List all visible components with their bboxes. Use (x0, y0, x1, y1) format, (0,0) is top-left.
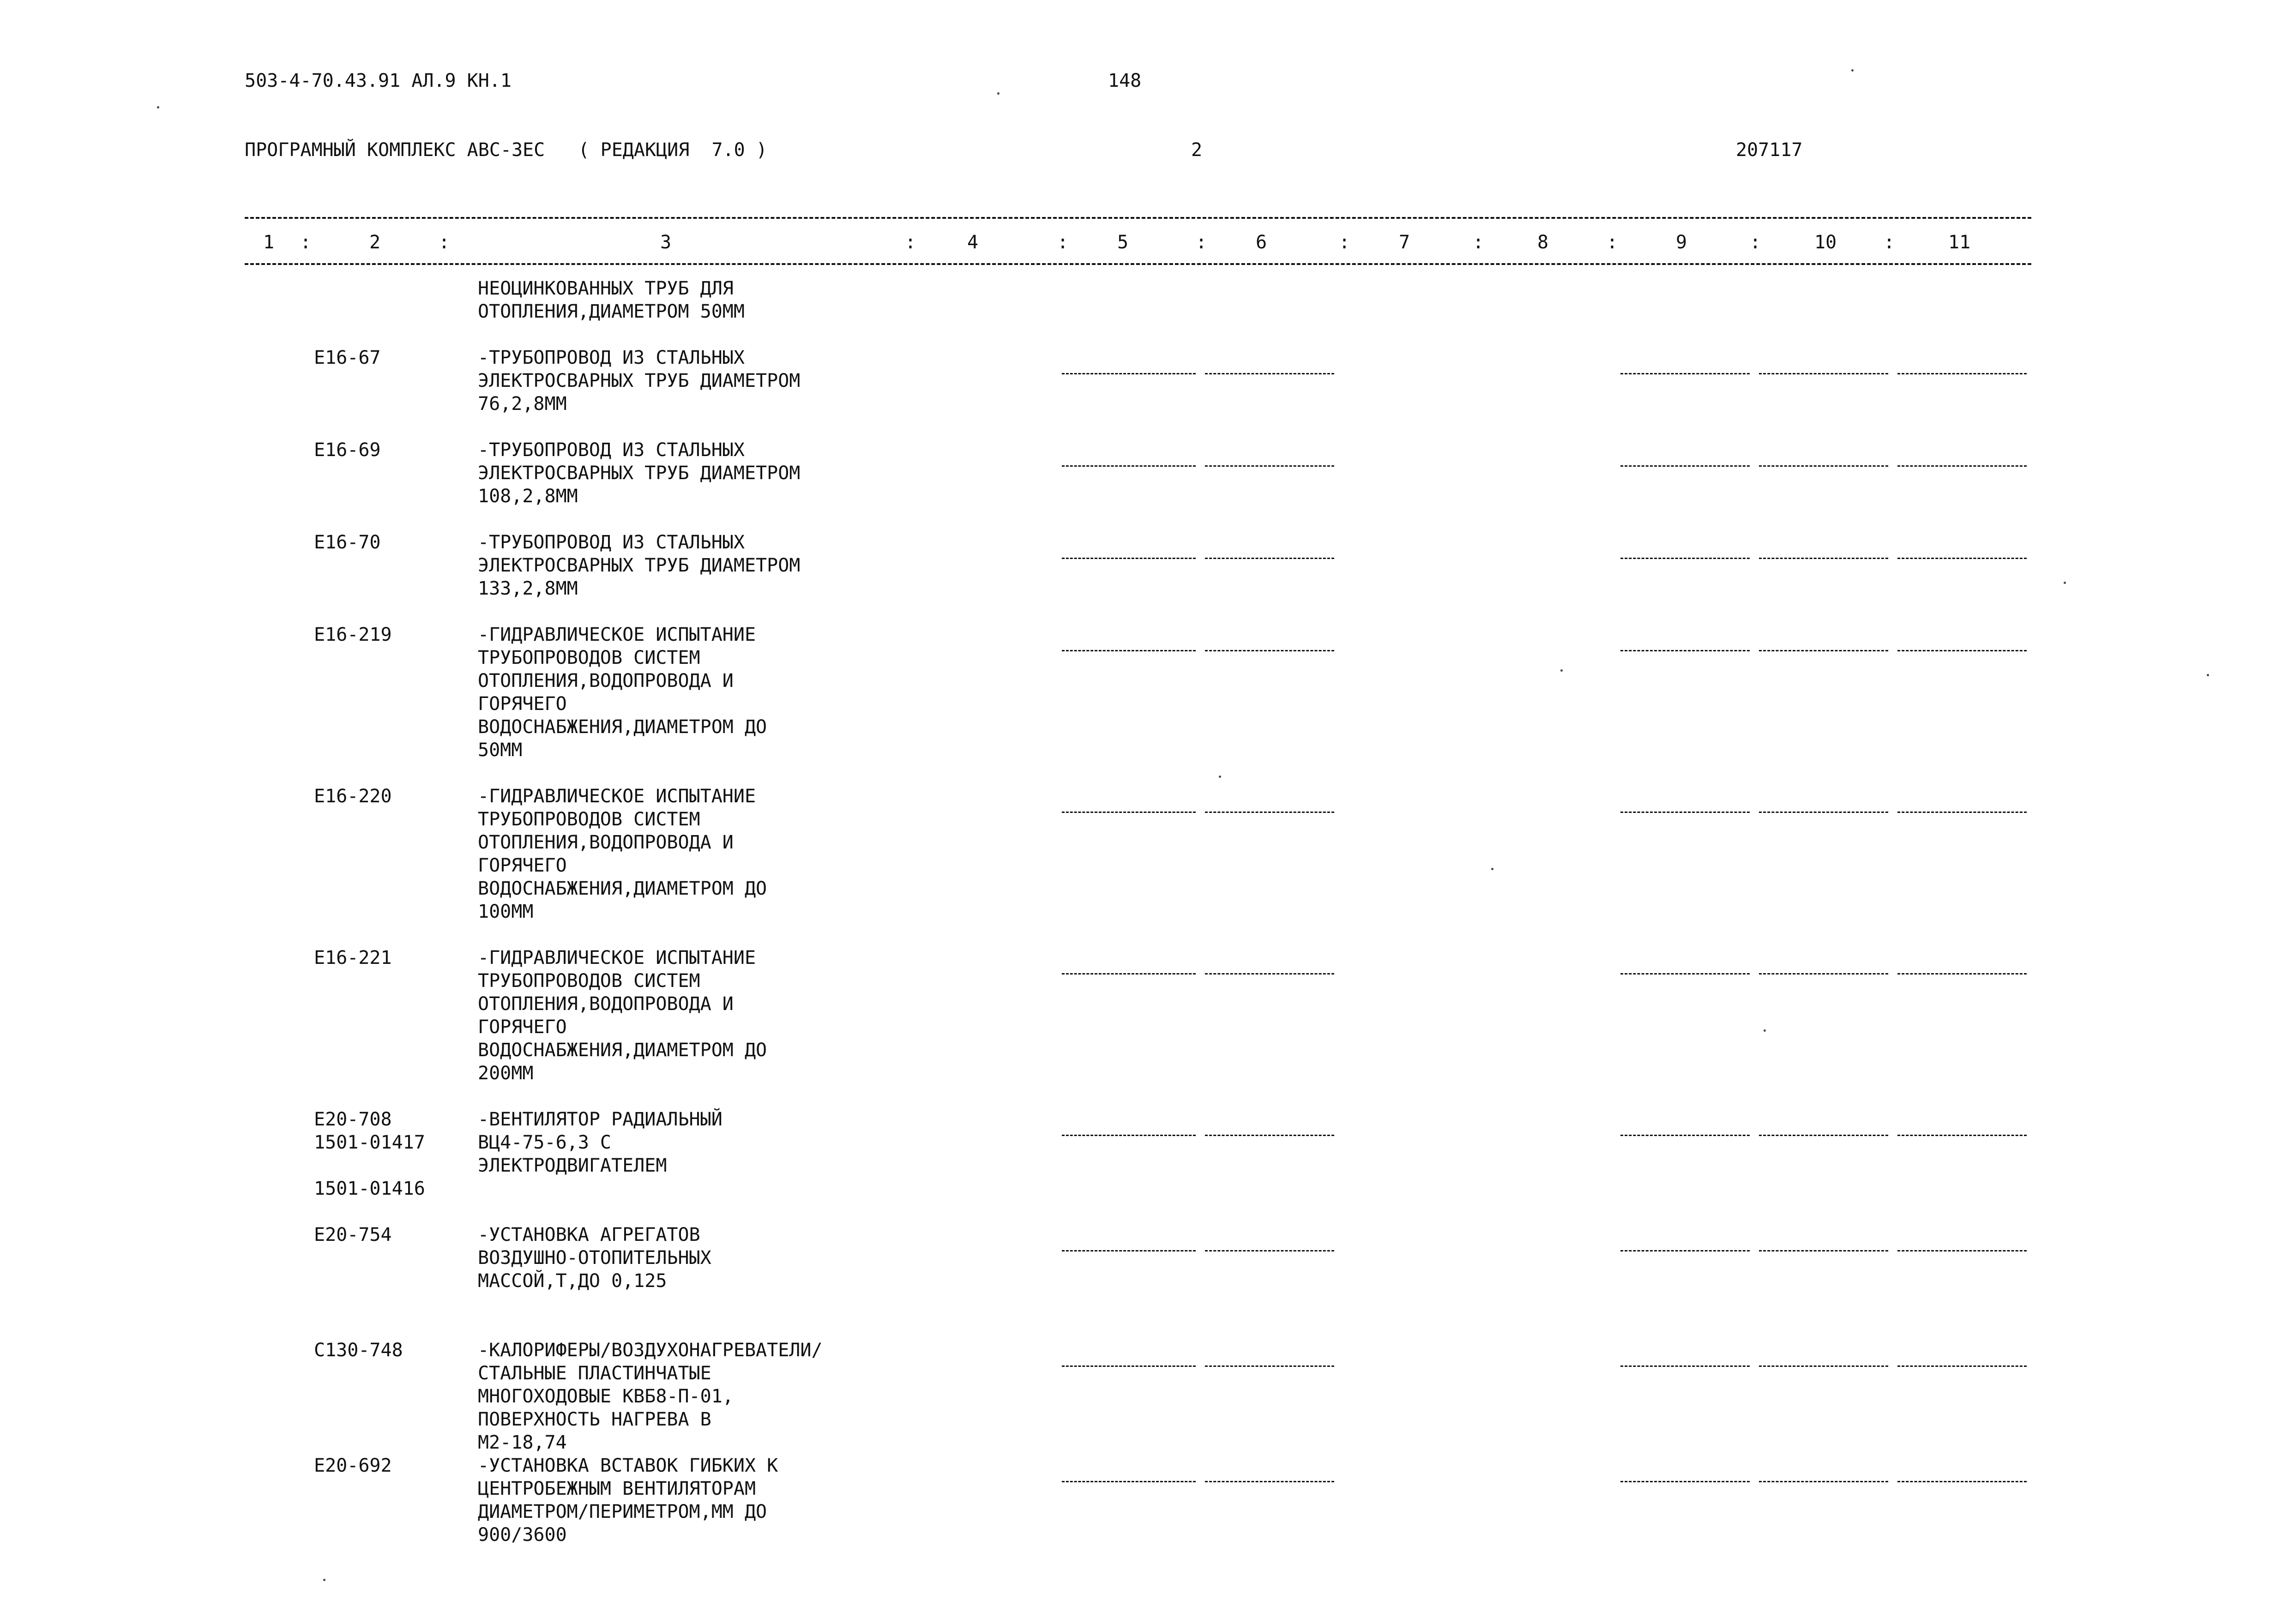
scan-speck (1219, 776, 1221, 778)
work-description-line: ГОРЯЧЕГО (478, 1017, 567, 1038)
rate-code: Е16-67 (314, 347, 381, 368)
cell-divider-rule (1620, 1481, 1750, 1482)
work-description-line: ОТОПЛЕНИЯ,ВОДОПРОВОДА И (478, 993, 734, 1015)
work-description-line: ГОРЯЧЕГО (478, 855, 567, 876)
column-separator: : (1884, 232, 1895, 253)
table-top-rule (245, 217, 2031, 219)
cell-divider-rule (1897, 1135, 2027, 1136)
column-separator: : (300, 232, 312, 253)
work-description-line: -ТРУБОПРОВОД ИЗ СТАЛЬНЫХ (478, 532, 745, 553)
cell-divider-rule (1897, 973, 2027, 974)
work-description-line: -ГИДРАВЛИЧЕСКОЕ ИСПЫТАНИЕ (478, 947, 756, 968)
work-description-line: 900/3600 (478, 1524, 567, 1546)
cell-divider-rule (1062, 812, 1196, 813)
cell-divider-rule (1205, 1250, 1334, 1251)
scan-speck (997, 92, 1000, 95)
cell-divider-rule (1759, 973, 1888, 974)
scan-speck (1764, 1029, 1766, 1032)
page-number: 148 (1108, 70, 1142, 91)
work-description-line: ОТОПЛЕНИЯ,ДИАМЕТРОМ 50ММ (478, 301, 745, 322)
column-separator: : (1196, 232, 1207, 253)
work-description-line: -КАЛОРИФЕРЫ/ВОЗДУХОНАГРЕВАТЕЛИ/ (478, 1340, 823, 1361)
cell-divider-rule (1759, 650, 1888, 651)
cell-divider-rule (1897, 1365, 2027, 1367)
cell-divider-rule (1062, 1250, 1196, 1251)
cell-divider-rule (1897, 1481, 2027, 1482)
cell-divider-rule (1062, 650, 1196, 651)
work-description-line: ЭЛЕКТРОДВИГАТЕЛЕМ (478, 1155, 667, 1176)
scan-speck (2207, 674, 2209, 676)
cell-divider-rule (1062, 373, 1196, 374)
column-separator: : (1607, 232, 1618, 253)
work-description-line: -ГИДРАВЛИЧЕСКОЕ ИСПЫТАНИЕ (478, 786, 756, 807)
rate-code: Е16-220 (314, 786, 392, 807)
column-separator: : (1057, 232, 1069, 253)
work-description-line: ВОЗДУШНО-ОТОПИТЕЛЬНЫХ (478, 1247, 711, 1269)
work-description-line: СТАЛЬНЫЕ ПЛАСТИНЧАТЫЕ (478, 1363, 711, 1384)
cell-divider-rule (1205, 812, 1334, 813)
cell-divider-rule (1759, 1135, 1888, 1136)
rate-code: Е20-692 (314, 1455, 392, 1476)
cell-divider-rule (1205, 558, 1334, 559)
cell-divider-rule (1062, 1365, 1196, 1367)
work-description-line: ЭЛЕКТРОСВАРНЫХ ТРУБ ДИАМЕТРОМ (478, 370, 801, 391)
column-separator: : (905, 232, 916, 253)
column-header-2: 2 (369, 232, 381, 253)
cell-divider-rule (1759, 812, 1888, 813)
work-description-line: ВОДОСНАБЖЕНИЯ,ДИАМЕТРОМ ДО (478, 1040, 767, 1061)
cell-divider-rule (1062, 1481, 1196, 1482)
rate-code: С130-748 (314, 1340, 403, 1361)
work-description-line: ОТОПЛЕНИЯ,ВОДОПРОВОДА И (478, 832, 734, 853)
scan-speck (1851, 69, 1854, 72)
scan-speck (1560, 669, 1563, 672)
work-description-line: ТРУБОПРОВОДОВ СИСТЕМ (478, 809, 700, 830)
cell-divider-rule (1205, 1135, 1334, 1136)
cell-divider-rule (1205, 973, 1334, 974)
cell-divider-rule (1759, 373, 1888, 374)
work-description-line: ВОДОСНАБЖЕНИЯ,ДИАМЕТРОМ ДО (478, 716, 767, 738)
work-description-line: МАССОЙ,Т,ДО 0,125 (478, 1270, 667, 1292)
work-description-line: ЭЛЕКТРОСВАРНЫХ ТРУБ ДИАМЕТРОМ (478, 463, 801, 484)
resource-code: 1501-01416 (314, 1178, 425, 1199)
work-description-line: -УСТАНОВКА АГРЕГАТОВ (478, 1224, 700, 1245)
document-code: 503-4-70.43.91 АЛ.9 КН.1 (245, 70, 512, 91)
column-separator: : (1473, 232, 1484, 253)
cell-divider-rule (1897, 465, 2027, 467)
cell-divider-rule (1062, 558, 1196, 559)
work-description-line: 76,2,8ММ (478, 393, 567, 415)
column-header-5: 5 (1117, 232, 1129, 253)
cell-divider-rule (1205, 1365, 1334, 1367)
rate-code: Е20-754 (314, 1224, 392, 1245)
cell-divider-rule (1620, 558, 1750, 559)
rate-code: Е20-708 (314, 1109, 392, 1130)
work-description-line: 100ММ (478, 901, 534, 922)
sheet-number: 2 (1191, 139, 1203, 161)
cell-divider-rule (1620, 465, 1750, 467)
work-description-line: ТРУБОПРОВОДОВ СИСТЕМ (478, 647, 700, 668)
column-header-9: 9 (1676, 232, 1687, 253)
cell-divider-rule (1620, 1250, 1750, 1251)
work-description-line: -УСТАНОВКА ВСТАВОК ГИБКИХ К (478, 1455, 778, 1476)
work-description-line: МНОГОХОДОВЫЕ КВБ8-П-01, (478, 1386, 734, 1407)
cell-divider-rule (1205, 465, 1334, 467)
column-separator: : (1750, 232, 1761, 253)
cell-divider-rule (1897, 558, 2027, 559)
column-header-3: 3 (660, 232, 672, 253)
work-description-line: -ВЕНТИЛЯТОР РАДИАЛЬНЫЙ (478, 1109, 723, 1130)
work-description-line: ВОДОСНАБЖЕНИЯ,ДИАМЕТРОМ ДО (478, 878, 767, 899)
scan-speck (1491, 868, 1493, 870)
cell-divider-rule (1897, 812, 2027, 813)
cell-divider-rule (1062, 465, 1196, 467)
cell-divider-rule (1759, 1250, 1888, 1251)
column-header-8: 8 (1537, 232, 1549, 253)
column-separator: : (439, 232, 450, 253)
resource-code: 1501-01417 (314, 1132, 425, 1153)
cell-divider-rule (1897, 373, 2027, 374)
cell-divider-rule (1759, 558, 1888, 559)
cell-divider-rule (1205, 373, 1334, 374)
cell-divider-rule (1620, 650, 1750, 651)
rate-code: Е16-70 (314, 532, 381, 553)
rate-code: Е16-69 (314, 439, 381, 461)
cell-divider-rule (1620, 812, 1750, 813)
column-header-10: 10 (1814, 232, 1837, 253)
rate-code: Е16-221 (314, 947, 392, 968)
cell-divider-rule (1062, 973, 1196, 974)
program-code: 207117 (1736, 139, 1803, 161)
scan-speck (157, 106, 159, 108)
cell-divider-rule (1620, 1135, 1750, 1136)
column-header-1: 1 (263, 232, 275, 253)
work-description-line: М2-18,74 (478, 1432, 567, 1453)
column-header-7: 7 (1399, 232, 1410, 253)
cell-divider-rule (1759, 1365, 1888, 1367)
work-description-line: -ГИДРАВЛИЧЕСКОЕ ИСПЫТАНИЕ (478, 624, 756, 645)
rate-code: Е16-219 (314, 624, 392, 645)
cell-divider-rule (1897, 650, 2027, 651)
column-header-4: 4 (967, 232, 979, 253)
work-description-line: -ТРУБОПРОВОД ИЗ СТАЛЬНЫХ (478, 439, 745, 461)
work-description-line: 108,2,8ММ (478, 486, 578, 507)
work-description-line: 133,2,8ММ (478, 578, 578, 599)
cell-divider-rule (1205, 650, 1334, 651)
work-description-line: ПОВЕРХНОСТЬ НАГРЕВА В (478, 1409, 711, 1430)
work-description-line: ВЦ4-75-6,3 С (478, 1132, 611, 1153)
cell-divider-rule (1620, 1365, 1750, 1367)
table-header-rule (245, 263, 2031, 265)
cell-divider-rule (1620, 973, 1750, 974)
program-title: ПРОГРАМНЫЙ КОМПЛЕКС АВС-3ЕС ( РЕДАКЦИЯ 7.0 ) (245, 139, 767, 161)
cell-divider-rule (1759, 1481, 1888, 1482)
cell-divider-rule (1759, 465, 1888, 467)
work-description-line: ДИАМЕТРОМ/ПЕРИМЕТРОМ,ММ ДО (478, 1501, 767, 1522)
cell-divider-rule (1620, 373, 1750, 374)
work-description-line: ГОРЯЧЕГО (478, 693, 567, 715)
scan-speck (323, 1579, 325, 1581)
column-header-11: 11 (1948, 232, 1971, 253)
work-description-line: ТРУБОПРОВОДОВ СИСТЕМ (478, 970, 700, 992)
work-description-line: ЭЛЕКТРОСВАРНЫХ ТРУБ ДИАМЕТРОМ (478, 555, 801, 576)
work-description-line: НЕОЦИНКОВАННЫХ ТРУБ ДЛЯ (478, 278, 734, 299)
scan-speck (2064, 582, 2066, 584)
cell-divider-rule (1205, 1481, 1334, 1482)
work-description-line: -ТРУБОПРОВОД ИЗ СТАЛЬНЫХ (478, 347, 745, 368)
cell-divider-rule (1897, 1250, 2027, 1251)
work-description-line: 50ММ (478, 740, 523, 761)
work-description-line: ЦЕНТРОБЕЖНЫМ ВЕНТИЛЯТОРАМ (478, 1478, 756, 1499)
column-separator: : (1339, 232, 1350, 253)
work-description-line: ОТОПЛЕНИЯ,ВОДОПРОВОДА И (478, 670, 734, 692)
column-header-6: 6 (1256, 232, 1267, 253)
work-description-line: 200ММ (478, 1063, 534, 1084)
cell-divider-rule (1062, 1135, 1196, 1136)
